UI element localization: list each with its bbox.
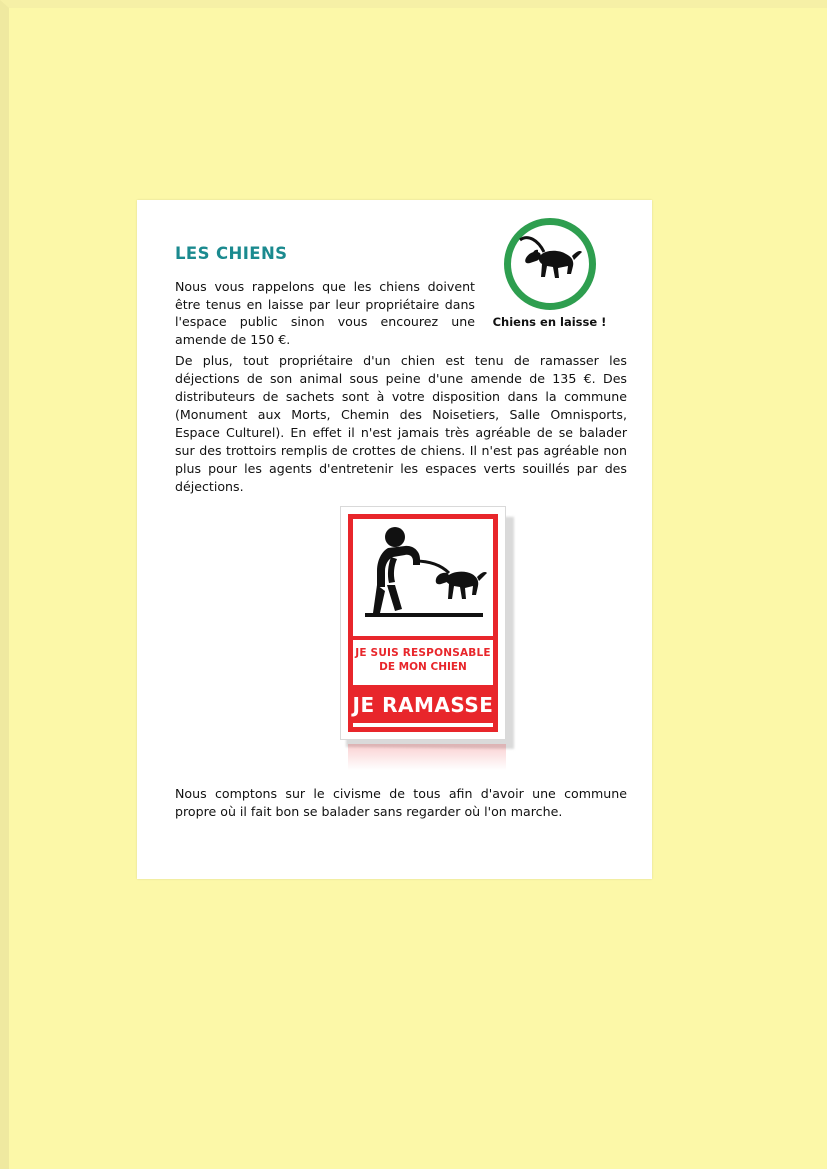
dog-on-leash-icon <box>514 230 586 292</box>
page-title: LES CHIENS <box>175 244 288 263</box>
leash-logo-caption: Chiens en laisse ! <box>492 315 607 329</box>
person-picking-up-dog-waste-icon <box>355 521 493 633</box>
sign-banner-text: JE RAMASSE <box>352 693 494 717</box>
leash-logo <box>485 212 614 336</box>
closing-paragraph: Nous comptons sur le civisme de tous afin d'avoir une commune propre où il fait bon se balader sans regarder où l'on marche. <box>175 786 627 819</box>
sign-divider <box>353 636 493 640</box>
sign-reflection <box>348 744 506 770</box>
sign-line-2: DE MON CHIEN <box>379 661 467 673</box>
body-paragraph: De plus, tout propriétaire d'un chien est tenu de ramasser les déjections de son animal sous peine d'une amende de 135 €. Des distributeurs de sachets sont à votre disposition dans la commune (Monument aux Morts, Chemin des Noisetiers, Salle Omnisports, Espace Culturel). En effet il n'est jamais très agréable de se balader sur des trottoirs remplis de crottes de chiens. Il n'est pas agréable non plus pour les agents d'entretenir les espaces verts souillés par des déjections. <box>175 353 627 494</box>
responsibility-sign <box>340 506 520 751</box>
document-sheet <box>137 200 652 879</box>
intro-paragraph: Nous vous rappelons que les chiens doivent être tenus en laisse par leur propriétaire dans l'espace public sinon vous encourez une amende de 150 €. <box>175 279 475 347</box>
sign-card <box>340 506 506 740</box>
sign-line-1: JE SUIS RESPONSABLE <box>355 647 491 659</box>
